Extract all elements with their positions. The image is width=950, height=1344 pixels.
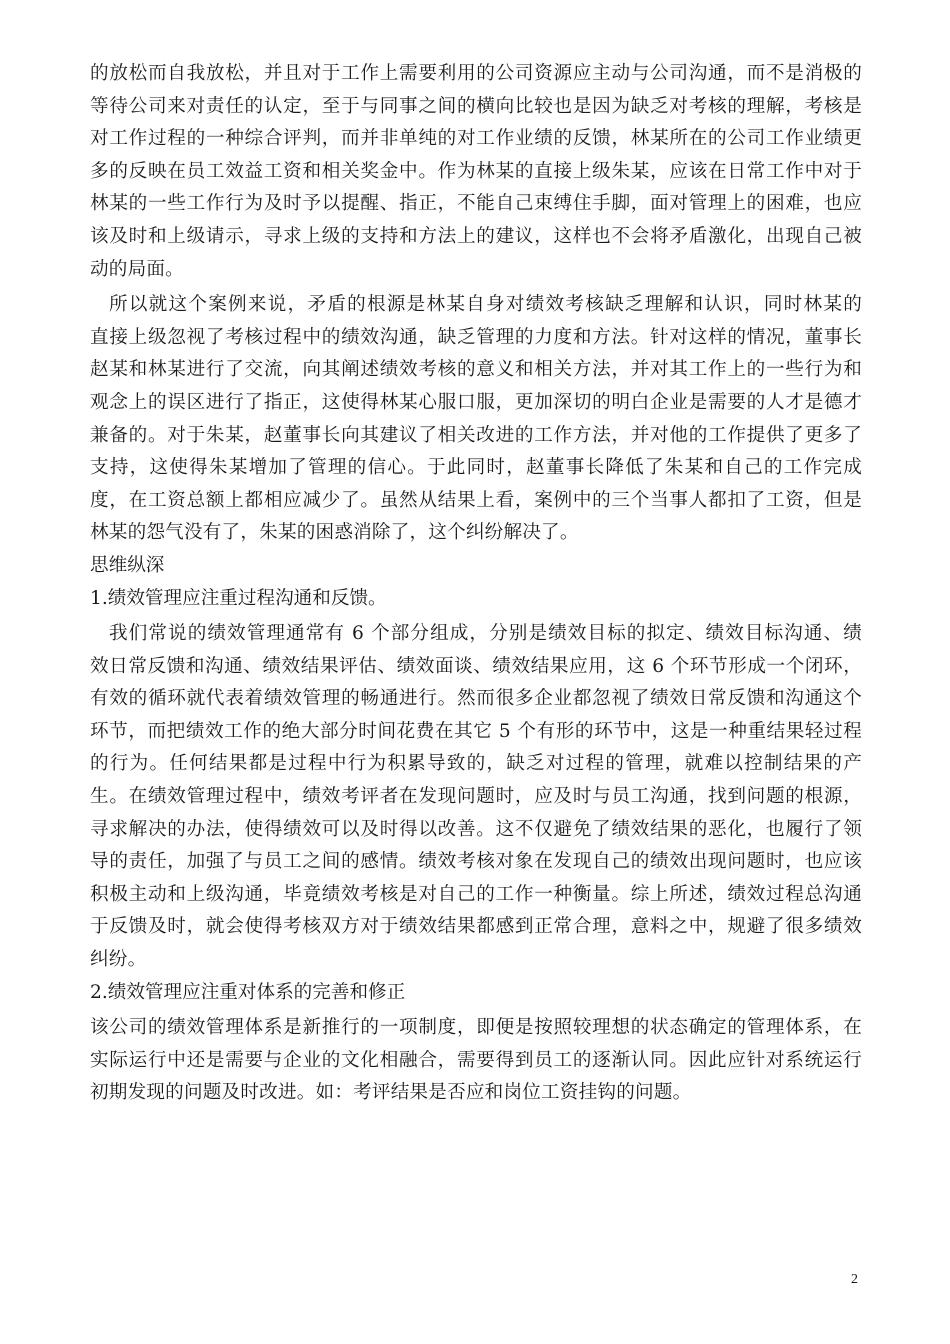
document-page (90, 58, 862, 1110)
text-line: 林某的怨气没有了，朱某的困惑消除了，这个纠纷解决了。 (90, 522, 579, 544)
paragraph (90, 1012, 862, 1110)
page-number: 2 (851, 1272, 858, 1287)
text-line: 多的反映在员工效益工资和相关奖金中。作为林某的直接上级朱某，应该在日常工作中对于 (90, 160, 862, 182)
text-line: 实际运行中还是需要与企业的文化相融合，需要得到员工的逐渐认同。因此应针对系统运行 (90, 1049, 862, 1071)
text-line: 我们常说的绩效管理通常有 6 个部分组成，分别是绩效目标的拟定、绩效目标沟通、绩 (109, 623, 862, 645)
text-line: 林某的一些工作行为及时予以提醒、指正，不能自己束缚住手脚，面对管理上的困难，也应 (90, 193, 862, 215)
text-line: 度，在工资总额上都相应减少了。虽然从结果上看，案例中的三个当事人都扣了工资，但是 (90, 489, 862, 511)
text-line: 动的局面。 (90, 258, 184, 280)
text-line: 的放松而自我放松，并且对于工作上需要利用的公司资源应主动与公司沟通，而不是消极的 (90, 63, 862, 84)
text-line: 寻求解决的办法，使得绩效可以及时得以改善。这不仅避免了绩效结果的恶化，也履行了领 (90, 818, 862, 840)
subheading: 2.绩效管理应注重对体系的完善和修正 (90, 981, 406, 1003)
text-line: 直接上级忽视了考核过程中的绩效沟通，缺乏管理的力度和方法。针对这样的情况，董事长 (90, 326, 862, 348)
text-line: 生。在绩效管理过程中，绩效考评者在发现问题时，应及时与员工沟通，找到问题的根源， (90, 786, 862, 808)
text-line: 积极主动和上级沟通，毕竟绩效考核是对自己的工作一种衡量。综上所述，绩效过程总沟通 (90, 883, 862, 905)
text-line: 观念上的误区进行了指正，这使得林某心服口服，更加深切的明白企业是需要的人才是德才 (90, 391, 862, 413)
text-line: 等待公司来对责任的认定，至于与同事之间的横向比较也是因为缺乏对考核的理解，考核是 (90, 95, 862, 117)
text-line: 初期发现的问题及时改进。如：考评结果是否应和岗位工资挂钩的问题。 (90, 1082, 692, 1104)
paragraph (90, 618, 862, 977)
text-line: 导的责任，加强了与员工之间的感情。绩效考核对象在发现自己的绩效出现问题时，也应该 (90, 851, 862, 873)
text-line: 赵某和林某进行了交流，向其阐述绩效考核的意义和相关方法，并对其工作上的一些行为和 (90, 359, 862, 381)
subheading: 1.绩效管理应注重过程沟通和反馈。 (90, 587, 387, 609)
text-line: 该公司的绩效管理体系是新推行的一项制度，即便是按照较理想的状态确定的管理体系，在 (90, 1017, 862, 1039)
section-title: 思维纵深 (90, 554, 165, 576)
text-line: 有效的循环就代表着绩效管理的畅通进行。然而很多企业都忽视了绩效日常反馈和沟通这个 (90, 688, 862, 710)
text-line: 该及时和上级请示，寻求上级的支持和方法上的建议，这样也不会将矛盾激化，出现自己被 (90, 225, 862, 247)
text-line: 支持，这使得朱某增加了管理的信心。于此同时，赵董事长降低了朱某和自己的工作完成 (90, 457, 862, 479)
paragraph (90, 289, 862, 550)
text-line: 所以就这个案例来说，矛盾的根源是林某自身对绩效考核缺乏理解和认识，同时林某的 (109, 294, 862, 316)
text-line: 效日常反馈和沟通、绩效结果评估、绩效面谈、绩效结果应用，这 6 个环节形成一个闭环， (90, 655, 862, 677)
text-line: 于反馈及时，就会使得考核双方对于绩效结果都感到正常合理，意料之中，规避了很多绩效 (90, 916, 862, 938)
paragraph (90, 58, 862, 286)
text-line: 兼备的。对于朱某，赵董事长向其建议了相关改进的工作方法，并对他的工作提供了更多了 (90, 424, 862, 446)
text-line: 纠纷。 (90, 949, 147, 971)
text-line: 对工作过程的一种综合评判，而并非单纯的对工作业绩的反馈，林某所在的公司工作业绩更 (90, 128, 862, 150)
text-line: 环节，而把绩效工作的绝大部分时间花费在其它 5 个有形的环节中，这是一种重结果轻过程 (90, 720, 862, 742)
text-line: 的行为。任何结果都是过程中行为积累导致的，缺乏对过程的管理，就难以控制结果的产 (90, 753, 862, 775)
